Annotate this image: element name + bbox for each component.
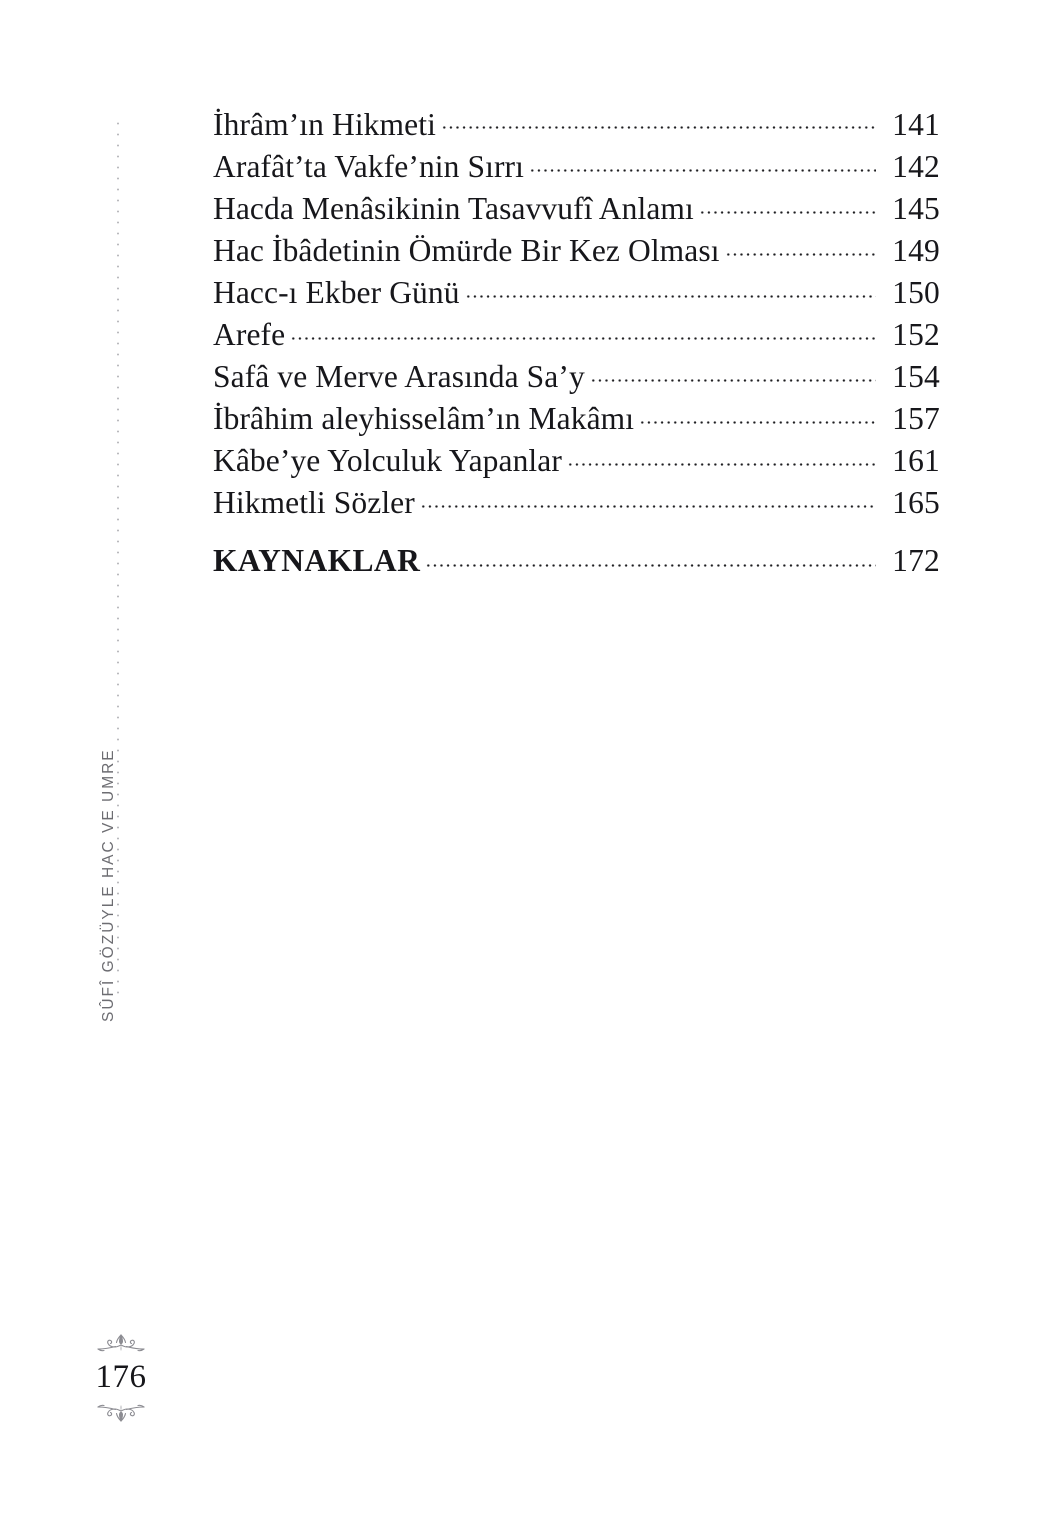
- margin-dotted-rule: [117, 118, 119, 1000]
- toc-dot-leader: [290, 313, 876, 345]
- toc-entry-title: İbrâhim aleyhisselâm’ın Makâmı: [213, 401, 635, 437]
- toc-entry[interactable]: [213, 482, 940, 524]
- toc-entry-title: Hacc-ı Ekber Günü: [213, 274, 460, 310]
- toc-entry[interactable]: [213, 356, 940, 398]
- toc-entry[interactable]: [213, 229, 940, 271]
- toc-dot-leader: [699, 187, 876, 219]
- toc-entry[interactable]: [213, 187, 940, 229]
- toc-entry-page-number: 152: [892, 316, 940, 352]
- toc-entry-page-number: 142: [892, 148, 940, 184]
- toc-entry[interactable]: [213, 398, 940, 440]
- toc-entry-page-number: 172: [892, 543, 940, 579]
- table-of-contents: [213, 103, 940, 582]
- toc-dot-leader: [425, 540, 876, 572]
- toc-entry-title: Arefe: [213, 316, 286, 352]
- toc-entry-title: Hikmetli Sözler: [213, 485, 415, 521]
- toc-entry[interactable]: [213, 440, 940, 482]
- toc-entry[interactable]: [213, 313, 940, 355]
- toc-dot-leader: [529, 145, 876, 177]
- toc-entry-title: Hac İbâdetinin Ömürde Bir Kez Olması: [213, 232, 720, 268]
- toc-entry[interactable]: [213, 540, 940, 582]
- toc-dot-leader: [465, 271, 876, 303]
- toc-entry-title: Arafât’ta Vakfe’nin Sırrı: [213, 148, 524, 184]
- toc-entry-title: İhrâm’ın Hikmeti: [213, 106, 436, 142]
- toc-entry-page-number: 150: [892, 274, 940, 310]
- folio-block: [84, 1332, 158, 1424]
- toc-entry-title: Safâ ve Merve Arasında Sa’y: [213, 359, 585, 395]
- toc-dot-leader: [567, 440, 876, 472]
- toc-dot-leader: [420, 482, 876, 514]
- toc-entry-page-number: 149: [892, 232, 940, 268]
- toc-dot-leader: [441, 103, 876, 135]
- toc-entry-title: KAYNAKLAR: [213, 543, 421, 579]
- fleuron-ornament-bottom: [93, 1398, 149, 1424]
- toc-entry-page-number: 154: [892, 359, 940, 395]
- toc-entry-title: Kâbe’ye Yolculuk Yapanlar: [213, 443, 562, 479]
- toc-entry[interactable]: [213, 145, 940, 187]
- toc-dot-leader: [639, 398, 876, 430]
- toc-entry-page-number: 145: [892, 190, 940, 226]
- toc-dot-leader: [590, 356, 876, 388]
- toc-entry-page-number: 165: [892, 485, 940, 521]
- toc-entry-page-number: 141: [892, 106, 940, 142]
- toc-entry[interactable]: [213, 271, 940, 313]
- fleuron-ornament-top: [93, 1332, 149, 1358]
- page-number: 176: [95, 1359, 147, 1395]
- running-head-text: SÛFÎ GÖZÜYLE HAC VE UMRE: [100, 748, 117, 1022]
- toc-entry-title: Hacda Menâsikinin Tasavvufî Anlamı: [213, 190, 694, 226]
- toc-dot-leader: [725, 229, 876, 261]
- toc-entry-page-number: 157: [892, 401, 940, 437]
- toc-entry-page-number: 161: [892, 443, 940, 479]
- toc-entry[interactable]: [213, 103, 940, 145]
